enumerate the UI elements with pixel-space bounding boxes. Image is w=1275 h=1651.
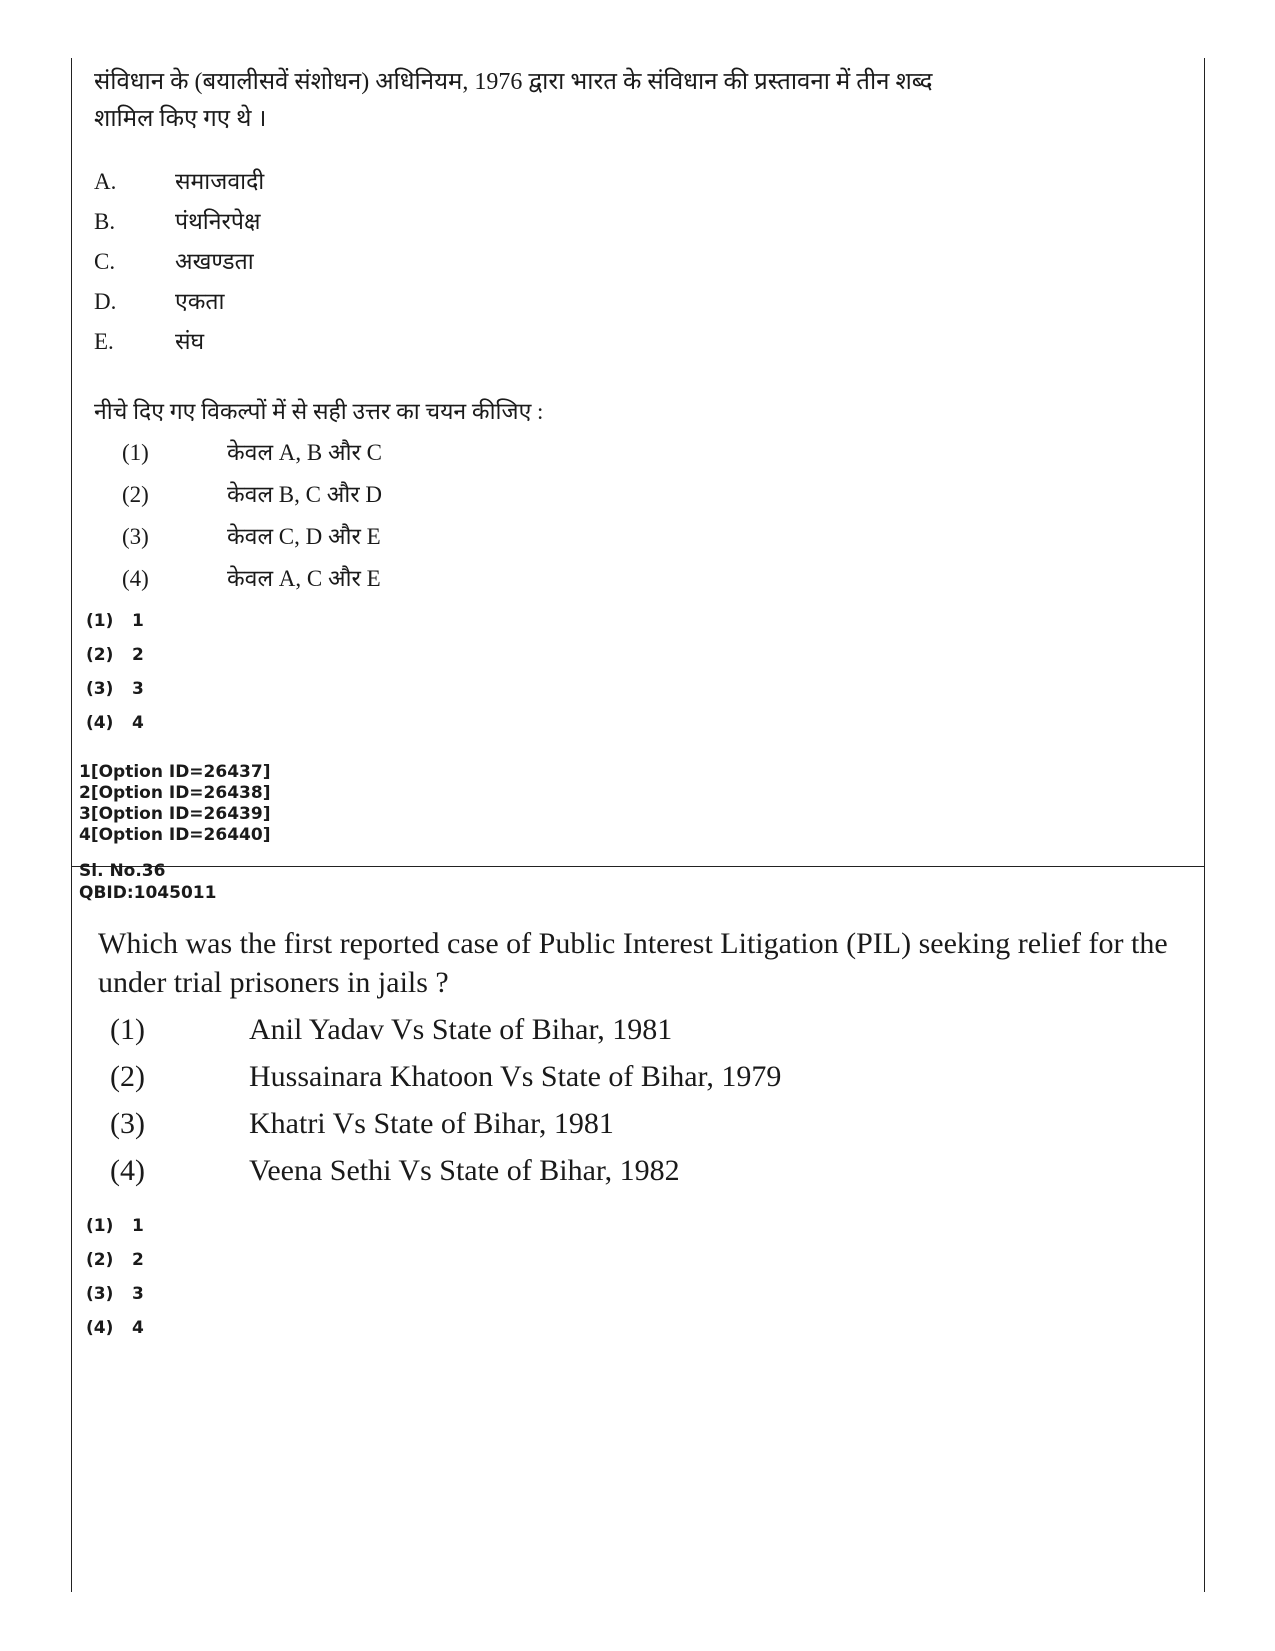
question-36-answer-4: [86, 1312, 144, 1344]
statement-text: एकता: [175, 289, 225, 314]
question-36-option-2: [110, 1053, 781, 1100]
statement-e: [94, 322, 204, 362]
statement-letter: C.: [94, 249, 116, 274]
option-text: Veena Sethi Vs State of Bihar, 1982: [249, 1154, 680, 1187]
option-number: (1): [110, 1013, 145, 1046]
answer-value: 1: [132, 611, 144, 631]
statement-a: [94, 162, 264, 202]
option-id-4: 4[Option ID=26440]: [79, 825, 271, 845]
statement-text: अखण्डता: [175, 249, 254, 274]
question-36-option-1: [110, 1006, 672, 1053]
option-text: केवल B, C और D: [227, 482, 383, 507]
statement-letter: E.: [94, 329, 114, 354]
question-36-answer-1: [86, 1210, 144, 1242]
serial-number: Sl. No.36: [79, 861, 166, 881]
question-35-text: संविधान के (बयालीसवें संशोधन) अधिनियम, 1976 द्वारा भारत के संविधान की प्रस्तावना में तीन शब्द शामिल किए गए थे ।: [94, 69, 933, 132]
option-text: केवल A, B और C: [227, 440, 383, 465]
question-35-answer-3: [86, 673, 144, 705]
option-number: (4): [122, 566, 149, 591]
question-35-option-2: [122, 474, 382, 516]
option-text: Khatri Vs State of Bihar, 1981: [249, 1107, 614, 1140]
question-36-option-4: [110, 1147, 680, 1194]
option-id-3: 3[Option ID=26439]: [79, 804, 271, 824]
answer-number: (2): [86, 1250, 114, 1270]
statement-letter: D.: [94, 289, 117, 314]
statement-c: [94, 242, 254, 282]
question-35-option-1: [122, 432, 382, 474]
answer-value: 1: [132, 1216, 144, 1236]
question-35-answer-2: [86, 639, 144, 671]
answer-number: (3): [86, 1284, 114, 1304]
question-36-answer-2: [86, 1244, 144, 1276]
question-35-option-3: [122, 516, 381, 558]
answer-value: 3: [132, 1284, 144, 1304]
option-number: (3): [122, 524, 149, 549]
answer-number: (1): [86, 1216, 114, 1236]
answer-value: 4: [132, 1318, 144, 1338]
answer-number: (4): [86, 1318, 114, 1338]
answer-number: (2): [86, 645, 114, 665]
answer-number: (4): [86, 713, 114, 733]
question-divider: [71, 866, 1205, 867]
statement-b: [94, 202, 260, 242]
option-text: केवल C, D और E: [227, 524, 381, 549]
option-number: (1): [122, 440, 149, 465]
question-35-instruction: नीचे दिए गए विकल्पों में से सही उत्तर का चयन कीजिए :: [94, 399, 544, 424]
answer-value: 2: [132, 645, 144, 665]
statement-letter: A.: [94, 169, 117, 194]
option-text: Anil Yadav Vs State of Bihar, 1981: [249, 1013, 673, 1046]
option-number: (3): [110, 1107, 145, 1140]
option-number: (4): [110, 1154, 145, 1187]
answer-number: (1): [86, 611, 114, 631]
statement-text: समाजवादी: [175, 169, 265, 194]
answer-value: 4: [132, 713, 144, 733]
answer-value: 3: [132, 679, 144, 699]
question-35-answer-1: [86, 605, 144, 637]
statement-text: संघ: [175, 329, 205, 354]
answer-number: (3): [86, 679, 114, 699]
question-35-answer-4: [86, 707, 144, 739]
question-36-text: Which was the first reported case of Public Interest Litigation (PIL) seeking relief for the under trial prisoners in jails ?: [98, 927, 1168, 999]
option-number: (2): [110, 1060, 145, 1093]
question-36-option-3: [110, 1100, 614, 1147]
qbid: QBID:1045011: [79, 883, 217, 903]
option-id-1: 1[Option ID=26437]: [79, 762, 271, 782]
option-id-2: 2[Option ID=26438]: [79, 783, 271, 803]
option-text: केवल A, C और E: [227, 566, 381, 591]
answer-value: 2: [132, 1250, 144, 1270]
option-text: Hussainara Khatoon Vs State of Bihar, 1979: [249, 1060, 782, 1093]
option-number: (2): [122, 482, 149, 507]
question-35-option-4: [122, 558, 381, 600]
statement-text: पंथनिरपेक्ष: [175, 209, 261, 234]
statement-letter: B.: [94, 209, 116, 234]
question-36-answer-3: [86, 1278, 144, 1310]
statement-d: [94, 282, 224, 322]
